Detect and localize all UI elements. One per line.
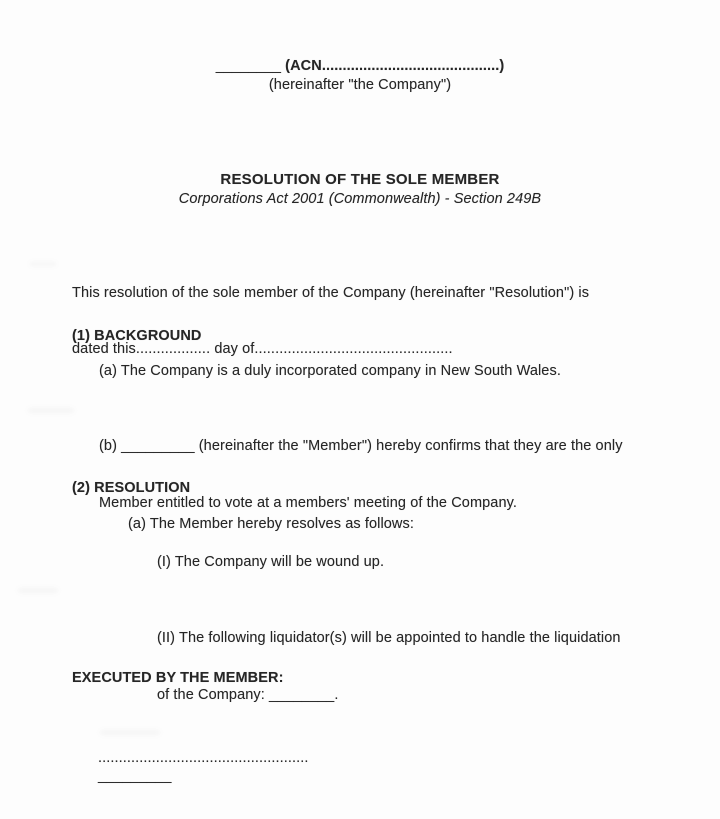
section-resolution-heading: (2) RESOLUTION [72,480,191,496]
resolution-sub-item-i: (I) The Company will be wound up. [157,554,385,570]
resolution-sub-item-ii-line: (II) The following liquidator(s) will be appointed to handle the liquidation [157,630,621,646]
scan-artifact [28,408,74,413]
document-title: RESOLUTION OF THE SOLE MEMBER [220,171,500,188]
section-background-heading: (1) BACKGROUND [72,328,202,344]
resolution-sub-item-ii [157,591,621,743]
background-item-b-line: Member entitled to vote at a members' meeting of the Company. [99,495,518,511]
acn-blank-label: (ACN...........................................) [281,58,505,74]
executed-by-member-heading: EXECUTED BY THE MEMBER: [72,670,284,686]
resolution-sub-item-ii-line: of the Company: ________. [157,687,339,703]
signature-dotted-line: ................................................... [98,750,309,766]
resolution-item-a: (a) The Member hereby resolves as follows: [128,516,414,532]
intro-line: This resolution of the sole member of the Company (hereinafter "Resolution") is [72,285,590,301]
intro-line-date-blank: dated this.................. day of................................................ [72,340,453,357]
scan-artifact [100,730,160,735]
background-item-b-line: (b) _________ (hereinafter the "Member") hereby confirms that they are the only [99,438,623,454]
company-name-blank: ________ [215,58,282,74]
signature-name-blank: _________ [98,768,172,784]
scan-artifact [30,262,56,266]
document-subtitle: Corporations Act 2001 (Commonwealth) - Section 249B [178,191,542,207]
scan-artifact [18,588,58,593]
company-acn-line [0,57,720,75]
hereinafter-company-line: (hereinafter "the Company") [268,77,452,93]
background-item-a: (a) The Company is a duly incorporated company in New South Wales. [99,363,561,379]
